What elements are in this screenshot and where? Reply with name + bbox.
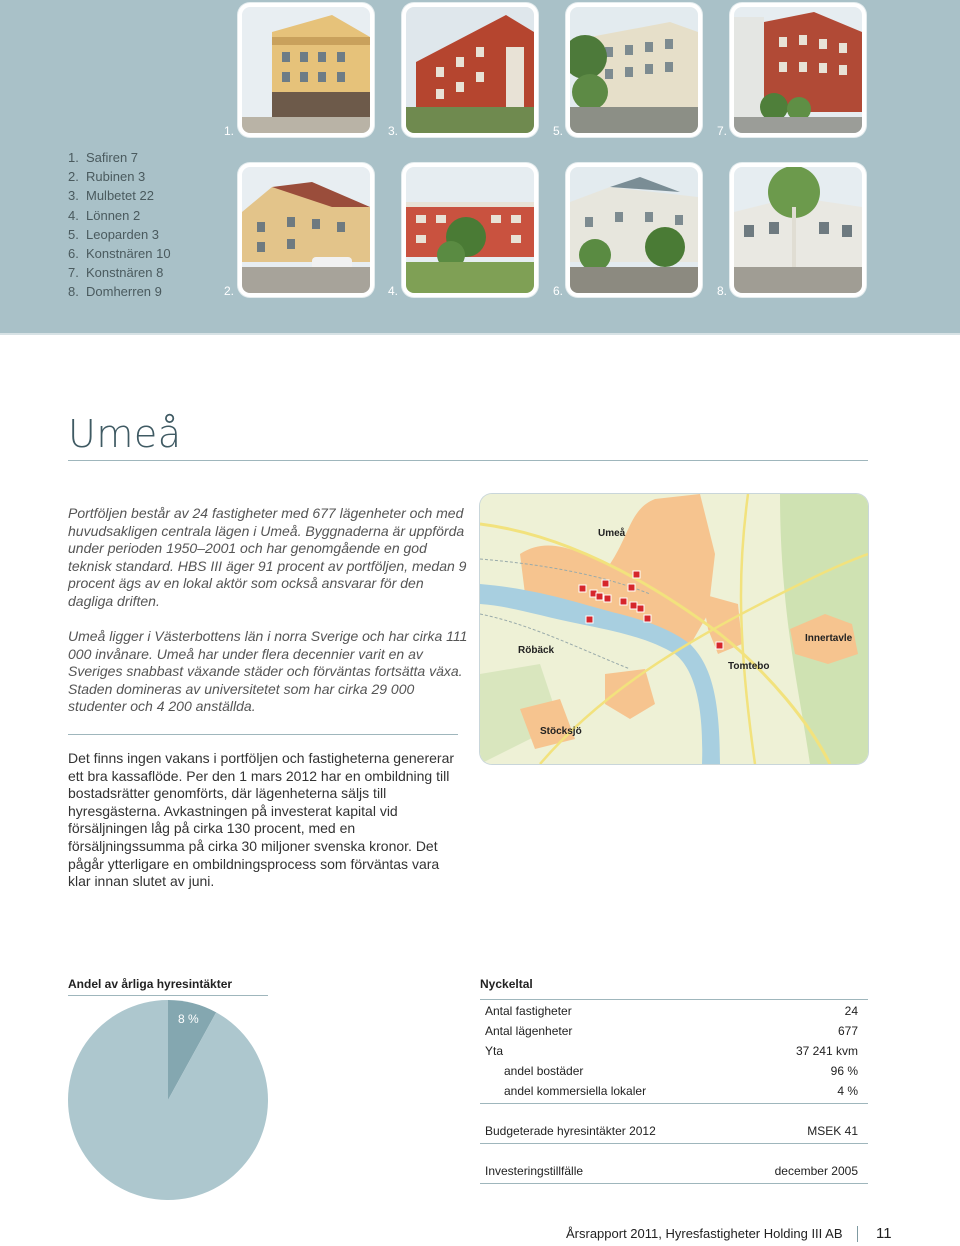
- property-photo: [402, 3, 538, 137]
- pie-chart: [63, 995, 273, 1205]
- map-label: Innertavle: [805, 633, 853, 644]
- legend-item: 6. Konstnären 10: [68, 246, 171, 262]
- table-rule: [480, 1143, 868, 1144]
- table-row: Antal fastigheter 24: [485, 1004, 858, 1018]
- table-rule: [480, 1103, 868, 1104]
- legend-item: 5. Leoparden 3: [68, 226, 160, 242]
- legend-item: 8. Domherren 9: [68, 284, 162, 300]
- table-row: Antal lägenheter 677: [485, 1024, 858, 1038]
- table-row: Yta 37 241 kvm: [485, 1044, 858, 1058]
- pie-slice-label: 8 %: [178, 1012, 199, 1026]
- footer-text: Årsrapport 2011, Hyresfastigheter Holding III AB: [566, 1226, 843, 1241]
- table-row: Budgeterade hyresintäkter 2012 MSEK 41: [485, 1124, 858, 1138]
- property-photo: [566, 163, 702, 297]
- property-photo: [730, 3, 866, 137]
- table-rule: [480, 1183, 868, 1184]
- property-photo: [402, 163, 538, 297]
- legend-item: 7. Konstnären 8: [68, 265, 164, 281]
- table-row: andel bostäder 96 %: [504, 1064, 858, 1078]
- intro-paragraph: Portföljen består av 24 fastigheter med 677 lägenheter och med huvudsakligen centrala lägen i Umeå. Byggnaderna är uppförda under perioden 1950–2001 och har genomgående en god teknisk standard. HBS III äger 91 procent av portföljen, medan 9 procent ägs av en lokal aktör som också ansvarar för den dagliga driften.: [68, 505, 467, 609]
- photo-number: 1.: [224, 124, 235, 138]
- legend-item: 2. Rubinen 3: [68, 169, 146, 185]
- title-rule: [68, 460, 868, 461]
- legend-item: 1. Safiren 7: [68, 150, 139, 165]
- pie-slice-1: [68, 1000, 268, 1200]
- text-rule: [68, 734, 458, 735]
- map-label: Stöcksjö: [540, 726, 582, 737]
- pie-title: Andel av årliga hyresintäkter: [68, 977, 233, 991]
- photo-banner: [0, 0, 960, 335]
- map-label: Tomtebo: [728, 661, 770, 672]
- property-legend: [68, 148, 171, 302]
- umea-map: [480, 494, 868, 764]
- body-paragraph: Det finns ingen vakans i portföljen och fastigheterna genererar ett bra kassaflöde. Per den 1 mars 2012 har en ombildning till bostadsrätter genomförts, där lägenheterna säljs till hyresgästerna. Avkastningen på investerat kapital vid försäljningen låg på cirka 130 procent, med en försäljningssumma på cirka 30 miljoner svenska kronor. Det pågår ytterligare en ombildningsprocess som förväntas vara klar innan slutet av juni.: [68, 750, 455, 890]
- photo-number: 5.: [553, 124, 564, 138]
- table-row: andel kommersiella lokaler 4 %: [504, 1084, 858, 1098]
- legend-item: 3. Mulbetet 22: [68, 188, 154, 204]
- legend-item: 4. Lönnen 2: [68, 207, 141, 223]
- page-number: 11: [876, 1225, 892, 1242]
- photo-number: 2.: [224, 284, 235, 298]
- property-photo: [238, 163, 374, 297]
- map-label: Umeå: [598, 528, 626, 539]
- intro-paragraph-2: Umeå ligger i Västerbottens län i norra Sverige och har cirka 111 000 invånare. Umeå har under flera decennier varit en av Sveriges snabbast växande städer och förväntas fortsätta växa. Staden domineras av universitetet som har cirka 29 000 studenter och 4 200 anställda.: [68, 628, 468, 715]
- page-title: Umeå: [68, 412, 182, 456]
- nyckeltal-rule: [480, 999, 868, 1000]
- footer-separator: [857, 1226, 858, 1242]
- map-graphic: [480, 494, 868, 764]
- nyckeltal-title: Nyckeltal: [480, 977, 533, 991]
- photo-number: 6.: [553, 284, 564, 298]
- map-label: Röbäck: [518, 645, 555, 656]
- property-photo: [566, 3, 702, 137]
- photo-number: 4.: [388, 284, 399, 298]
- table-row: Investeringstillfälle december 2005: [485, 1164, 858, 1178]
- photo-number: 3.: [388, 124, 399, 138]
- photo-number: 8.: [717, 284, 728, 298]
- property-photo: [238, 3, 374, 137]
- photo-number: 7.: [717, 124, 728, 138]
- property-photo: [730, 163, 866, 297]
